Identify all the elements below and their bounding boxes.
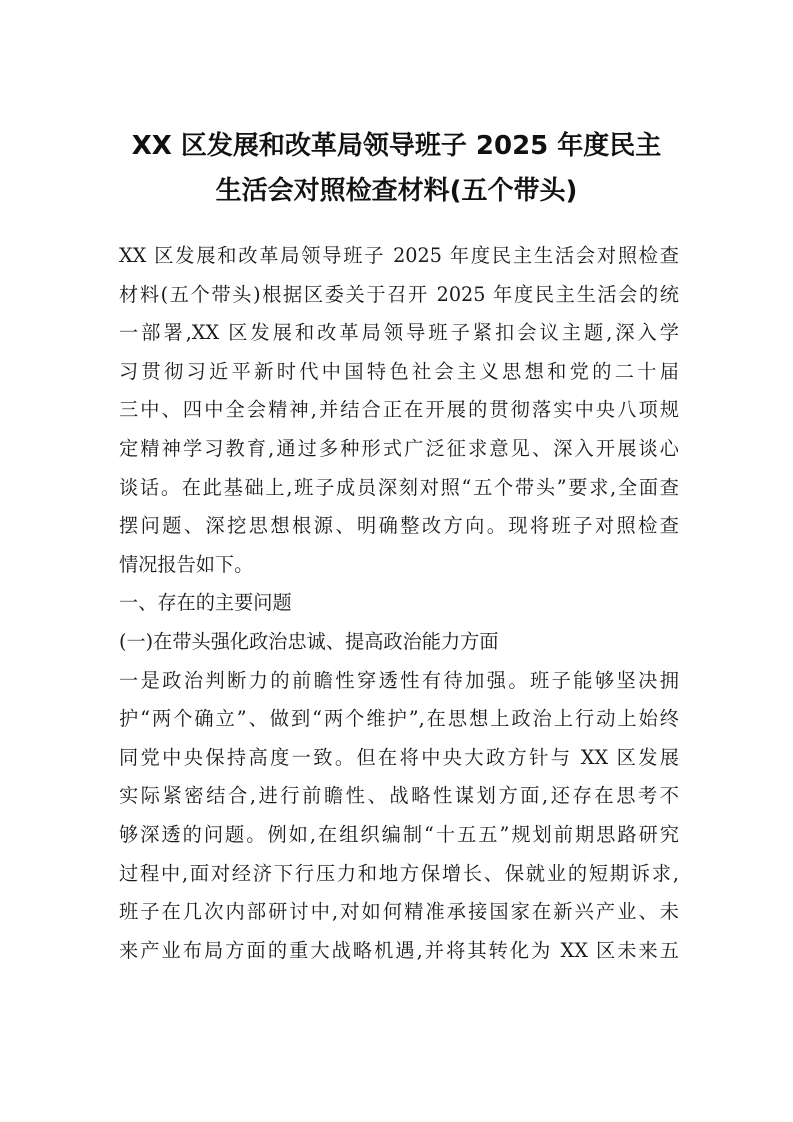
- body-line: 实际紧密结合,进行前瞻性、战略性谋划方面,还存在思考不: [119, 784, 679, 808]
- body-line: 材料(五个带头)根据区委关于召开 2025 年度民主生活会的统: [119, 282, 679, 306]
- title-line-2: 生活会对照检查材料(五个带头): [215, 176, 578, 206]
- body-line: XX 区发展和改革局领导班子 2025 年度民主生活会对照检查: [119, 244, 679, 267]
- body-line: 三中、四中全会精神,并结合正在开展的贯彻落实中央八项规: [119, 398, 679, 422]
- body-line: 习贯彻习近平新时代中国特色社会主义思想和党的二十届: [119, 359, 679, 383]
- body-line: 摆问题、深挖思想根源、明确整改方向。现将班子对照检查: [119, 514, 679, 538]
- body-line: 同党中央保持高度一致。但在将中央大政方针与 XX 区发展: [119, 745, 679, 769]
- body-line: 定精神学习教育,通过多种形式广泛征求意见、深入开展谈心: [119, 436, 679, 460]
- body-line: 一部署,XX 区发展和改革局领导班子紧扣会议主题,深入学: [119, 321, 679, 345]
- body-line: 情况报告如下。: [119, 552, 254, 576]
- title-line-1: XX 区发展和改革局领导班子 2025 年度民主: [131, 131, 662, 161]
- body-line: 护“两个确立”、做到“两个维护”,在思想上政治上行动上始终: [119, 707, 679, 731]
- body-line: 一是政治判断力的前瞻性穿透性有待加强。班子能够坚决拥: [119, 668, 679, 692]
- body-line: 班子在几次内部研讨中,对如何精准承接国家在新兴产业、未: [119, 900, 679, 924]
- body-line: 过程中,面对经济下行压力和地方保增长、保就业的短期诉求,: [119, 861, 679, 885]
- document-body: [119, 237, 679, 970]
- subsection-heading: (一)在带头强化政治忠诚、提高政治能力方面: [119, 629, 499, 653]
- body-line: 谈话。在此基础上,班子成员深刻对照“五个带头”要求,全面查: [119, 475, 679, 499]
- body-line: 够深透的问题。例如,在组织编制“十五五”规划前期思路研究: [119, 822, 679, 846]
- section-heading: 一、存在的主要问题: [119, 591, 292, 615]
- body-line: 来产业布局方面的重大战略机遇,并将其转化为 XX 区未来五: [119, 938, 679, 962]
- document-title: [100, 124, 693, 214]
